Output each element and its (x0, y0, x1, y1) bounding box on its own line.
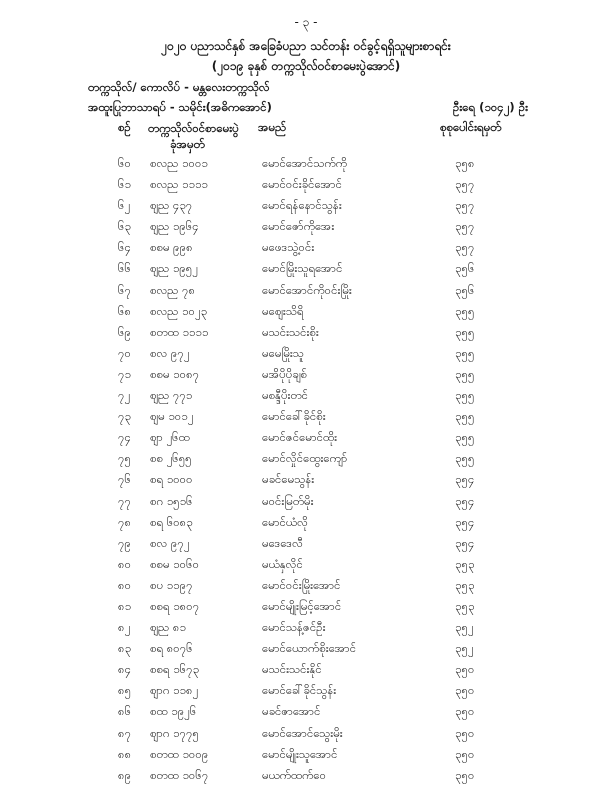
cell-no: ၇၁ (118, 366, 131, 381)
cell-marks: ၃၅၀ (455, 662, 475, 677)
table-row (0, 321, 612, 342)
cell-no: ၈၆ (118, 704, 132, 719)
cell-name: မဖေဒသွဲ့ဝင်း (262, 240, 315, 255)
cell-name: မောင်ခေါ်ခိုင်စိုး (262, 409, 326, 424)
cell-name: မဝင်းမြတ်မိုး (262, 493, 314, 508)
cell-roll: စစရ ၁၈၀၇ (150, 598, 200, 613)
cell-marks: ၃၅၅ (455, 345, 475, 360)
table-row (0, 511, 612, 532)
cell-no: ၇၆ (118, 472, 131, 487)
cell-name: မအိပိုပိုချစ် (262, 366, 308, 381)
cell-roll: စစမ ၉၉၈ (150, 240, 193, 255)
table-row (0, 637, 612, 658)
table-row (0, 173, 612, 194)
cell-roll: စပ ၁၁၉၇ (150, 577, 193, 592)
cell-name: မဈေးသိရိ (262, 303, 304, 318)
cell-no: ၈၀ (118, 556, 132, 571)
document-subtitle: (၂၀၁၉ ခုနှစ် တက္ကသိုလ်ဝင်စာမေးပွဲအောင်) (211, 59, 401, 73)
table-row (0, 447, 612, 468)
table-row (0, 574, 612, 595)
header-no: စဉ် (118, 120, 131, 134)
cell-roll: စတထ ၁၀၀၉ (150, 746, 209, 761)
cell-name: မောင်လှိုင်ထွေးကျော် (262, 451, 348, 466)
header-name: အမည် (258, 120, 287, 134)
cell-roll: ဈည ၈၁ (150, 620, 186, 635)
cell-marks: ၃၅၃ (455, 598, 475, 613)
cell-roll: စထ ၁၉၂၆ (150, 704, 197, 719)
cell-no: ၈၀ (118, 577, 132, 592)
cell-no: ၇၄ (118, 430, 131, 445)
cell-no: ၈၄ (118, 662, 132, 677)
cell-marks: ၃၅၅ (455, 388, 475, 403)
table-row (0, 679, 612, 700)
cell-name: မယက်ထက်ဝေ (262, 767, 327, 782)
cell-no: ၇၀ (118, 345, 131, 360)
cell-no: ၆၇ (118, 282, 131, 297)
cell-name: မောင်ယောက်စိုးအောင် (262, 641, 357, 656)
cell-marks: ၃၅၄ (455, 514, 475, 529)
cell-no: ၈၈ (118, 746, 132, 761)
cell-roll: ဈည ၁၉၅၂ (150, 261, 198, 276)
cell-roll: ဈာဂ ၁၇၇၅ (150, 725, 199, 740)
cell-no: ၈၅ (118, 683, 132, 698)
cell-roll: စရ ၈၀၇၆ (150, 641, 193, 656)
cell-name: မောင်ဝင်းခိုင်အောင် (262, 177, 342, 192)
cell-marks: ၃၅၈ (455, 156, 475, 170)
table-row (0, 468, 612, 489)
cell-roll: စတထ ၁၁၁၁ (150, 324, 209, 339)
table-row (0, 658, 612, 679)
table-row (0, 236, 612, 257)
table-row (0, 595, 612, 616)
cell-name: မမေမြိုးသူ (262, 345, 304, 360)
cell-marks: ၃၅၅ (455, 366, 475, 381)
cell-marks: ၃၅၀ (455, 767, 475, 782)
cell-roll: စစရ ၁၆၇၃ (150, 662, 200, 677)
cell-marks: ၃၅၃ (455, 556, 475, 571)
cell-marks: ၃၅၆ (455, 282, 475, 297)
table-row (0, 384, 612, 405)
cell-name: မောင်ဇော်ကိုအေး (262, 219, 335, 234)
cell-marks: ၃၅၅ (455, 430, 475, 445)
cell-no: ၈၉ (118, 767, 132, 782)
cell-no: ၇၉ (118, 535, 131, 550)
cell-marks: ၃၅၃ (455, 577, 475, 592)
subject-line: အထူးပြုဘာသာရပ် - သမိုင်း(အဓိကအောင်) (88, 100, 272, 114)
cell-roll: ဈမ ၁၀၁၂ (150, 409, 194, 424)
table-row (0, 764, 612, 785)
cell-marks: ၃၅၅ (455, 409, 475, 424)
cell-roll: စလည ၁၁၁၁ (150, 177, 208, 192)
cell-marks: ၃၅၇ (455, 240, 475, 255)
table-row (0, 426, 612, 447)
table-row (0, 490, 612, 511)
cell-name: မောင်ဝင်းမြိုးအောင် (262, 577, 341, 592)
cell-marks: ၃၅၄ (455, 493, 475, 508)
cell-no: ၇၂ (118, 388, 131, 403)
cell-name: မစန္ဒီပိုးတင် (262, 388, 309, 403)
cell-marks: ၃၅၀ (455, 746, 475, 761)
cell-roll: စစမ ၁၀၆၀ (150, 556, 200, 571)
cell-name: မခင်မေသွန်း (262, 472, 315, 487)
cell-no: ၆၃ (118, 219, 131, 234)
cell-roll: စလ ၉၇၂ (150, 345, 190, 360)
cell-no: ၆၆ (118, 261, 131, 276)
cell-roll: ဈာဂ ၁၁၈၂ (150, 683, 199, 698)
header-roll-line1: တက္ကသိုလ်ဝင်စာမေးပွဲ (148, 121, 239, 135)
cell-marks: ၃၅၅ (455, 324, 475, 339)
table-row (0, 700, 612, 721)
cell-name: မဒေဒေလီ (262, 535, 303, 550)
table-row (0, 743, 612, 764)
cell-marks: ၃၅၆ (455, 261, 475, 276)
table-header (0, 120, 612, 154)
cell-roll: ဈည ၄၃၇ (150, 198, 193, 213)
cell-roll: စလည ၁၀၀၁ (150, 156, 208, 170)
cell-name: မောင်အောင်သက်ကို (262, 156, 348, 170)
cell-marks: ၃၅၀ (455, 704, 475, 719)
table-row (0, 215, 612, 236)
header-marks: စုစုပေါင်းရမှတ် (440, 120, 502, 134)
cell-roll: စတထ ၁၀၆၇ (150, 767, 209, 782)
cell-name: မောင်ရန်နောင်သွန်း (262, 198, 342, 213)
table-row (0, 616, 612, 637)
table-row (0, 152, 612, 173)
cell-no: ၈၇ (118, 725, 132, 740)
header-roll (148, 120, 239, 152)
cell-roll: ဈာ ၂၆ထ (150, 430, 190, 445)
cell-roll: စလည ၁၀၂၃ (150, 303, 208, 318)
cell-no: ၇၃ (118, 409, 131, 424)
table-row (0, 342, 612, 363)
cell-marks: ၃၅၅ (455, 451, 475, 466)
cell-name: မောင်ခေါ်ခိုင်သွန်း (262, 683, 337, 698)
table-row (0, 194, 612, 215)
cell-no: ၆၀ (118, 156, 131, 170)
info-row (88, 100, 528, 116)
table-row (0, 300, 612, 321)
cell-name: မယံနှလိုင် (262, 556, 303, 571)
table-row (0, 722, 612, 743)
table-row (0, 257, 612, 278)
cell-name: မောင်ယံလို (262, 514, 308, 529)
total-count: ဦးရေ (၁၀၄၂) ဦး (452, 100, 528, 114)
cell-roll: စစ ၂၆၅၅ (150, 451, 192, 466)
cell-no: ၆၄ (118, 240, 131, 255)
document-title: ၂၀၂၀ ပညာသင်နှစ် အခြေခံပညာ သင်တန်း ဝင်ခွင့်ရရှိသူများစာရင်း (161, 39, 451, 53)
table-row (0, 405, 612, 426)
cell-no: ၈၂ (118, 620, 131, 635)
cell-no: ၆၉ (118, 324, 131, 339)
header-roll-line2: ခုံအမှတ် (170, 137, 205, 151)
cell-marks: ၃၅၄ (455, 472, 475, 487)
cell-marks: ၃၅၂ (455, 620, 474, 635)
cell-roll: စလည ၇၈ (150, 282, 196, 297)
cell-marks: ၃၅၅ (455, 303, 475, 318)
table-row (0, 279, 612, 300)
cell-no: ၆၈ (118, 303, 132, 318)
cell-roll: စဂ ၁၅၁၆ (150, 493, 193, 508)
cell-roll: ဈည ၇၇၁ (150, 388, 193, 403)
cell-name: မောင်မြိုးသူရအောင် (262, 261, 343, 276)
page-number: - ၃ - (294, 15, 318, 29)
cell-marks: ၃၅၇ (455, 177, 475, 192)
cell-roll: စရ ၁၀၀၀ (150, 472, 193, 487)
cell-marks: ၃၅၇ (455, 198, 475, 213)
cell-no: ၆၁ (118, 177, 131, 192)
cell-name: မောင်အောင်ကိုဝင်းမြိုး (262, 282, 352, 297)
table-row (0, 363, 612, 384)
cell-no: ၆၂ (118, 198, 131, 213)
table-row (0, 532, 612, 553)
cell-name: မသင်းသင်းစိုး (262, 324, 319, 339)
cell-name: မသင်းသင်းနိုင် (262, 662, 322, 677)
cell-marks: ၃၅၀ (455, 725, 475, 740)
cell-name: မောင်အောင်သွေးမိုး (262, 725, 343, 740)
cell-no: ၇၅ (118, 451, 131, 466)
cell-name: မောင်မျိုးမြင့်အောင် (262, 598, 342, 613)
table-row (0, 553, 612, 574)
cell-roll: စစမ ၁၀၈၇ (150, 366, 200, 381)
cell-roll: စလ ၉၇၂ (150, 535, 190, 550)
cell-marks: ၃၅၀ (455, 683, 475, 698)
cell-marks: ၃၅၂ (455, 641, 474, 656)
cell-name: မခင်ဇာအောင် (262, 704, 321, 719)
cell-no: ၇၈ (118, 514, 132, 529)
cell-name: မောင်မျိုးသူအောင် (262, 746, 338, 761)
results-table (0, 152, 612, 785)
cell-roll: စရ ၆၀၈၃ (150, 514, 193, 529)
cell-roll: ဈည ၁၉၆၄ (150, 219, 199, 234)
cell-no: ၈၃ (118, 641, 132, 656)
cell-name: မောင်သန့်ဇင်ဦး (262, 620, 326, 635)
cell-no: ၈၁ (118, 598, 132, 613)
cell-no: ၇၇ (118, 493, 131, 508)
cell-marks: ၃၅၇ (455, 219, 475, 234)
cell-name: မောင်ဇင်မောင်ထိုး (262, 430, 338, 445)
university-line: တက္ကသိုလ်/ ကောလိပ် - မန္တလေးတက္ကသိုလ် (88, 80, 270, 94)
cell-marks: ၃၅၄ (455, 535, 475, 550)
